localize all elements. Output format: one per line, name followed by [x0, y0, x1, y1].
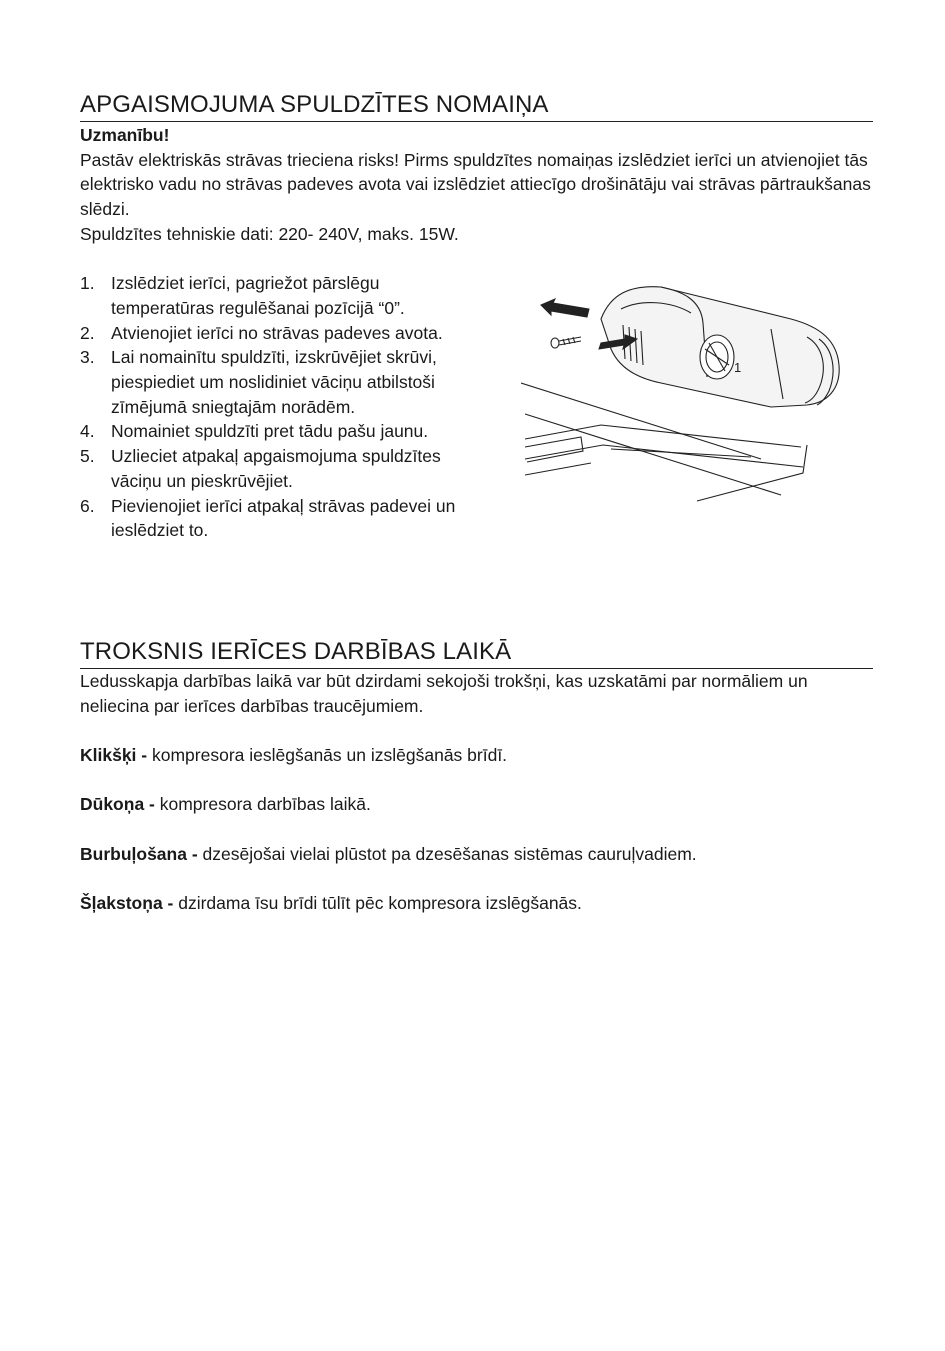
step-text: Lai nomainītu spuldzīti, izskrūvējiet skrūvi, piespiediet um noslidiniet vāciņu atbilstoši zīmējumā sniegtajām norādēm.	[111, 347, 437, 417]
list-item	[80, 494, 460, 543]
step-number: 3.	[80, 347, 95, 368]
noise-item	[80, 792, 873, 817]
noise-item	[80, 891, 873, 916]
list-item	[80, 321, 460, 346]
noise-term: Klikšķi -	[80, 745, 148, 766]
noise-desc: kompresora darbības laikā.	[154, 794, 371, 815]
noise-item	[80, 743, 873, 768]
noise-intro: Ledusskapja darbības laikā var būt dzirdami sekojoši trokšņi, kas uzskatāmi par normāliem un neliecina par ierīces darbības traucējumiem.	[80, 671, 808, 716]
step-text: Izslēdziet ierīci, pagriežot pārslēgu temperatūras regulēšanai pozīcijā “0”.	[111, 273, 405, 318]
step-text: Uzlieciet atpakaļ apgaismojuma spuldzītes vāciņu un pieskrūvējiet.	[111, 446, 441, 491]
arrow-left-icon	[541, 299, 589, 317]
noise-term: Burbuļošana -	[80, 843, 198, 864]
step-text: Pievienojiet ierīci atpakaļ strāvas padevei un ieslēdziet to.	[111, 495, 456, 541]
caution-label: Uzmanību!	[80, 125, 170, 145]
list-item	[80, 271, 460, 320]
step-number: 2.	[80, 322, 95, 343]
list-item	[80, 419, 460, 444]
step-number: 5.	[80, 446, 95, 467]
noise-desc: kompresora ieslēgšanās un izslēgšanās brīdī.	[147, 745, 508, 766]
step-number: 1.	[80, 273, 95, 294]
section-lamp-replacement	[80, 90, 873, 627]
steps-area	[80, 271, 873, 627]
noise-desc: dzesējošai vielai plūstot pa dzesēšanas sistēmas cauruļvadiem.	[197, 843, 697, 864]
step-number: 6.	[80, 495, 95, 516]
section-noise	[80, 637, 873, 916]
noise-desc: dzirdama īsu brīdi tūlīt pēc kompresora izslēgšanās.	[173, 893, 582, 914]
list-item	[80, 444, 460, 493]
warning-text: Pastāv elektriskās strāvas trieciena risks! Pirms spuldzītes nomaiņas izslēdziet ierīci un atvienojiet tās elektrisko vadu no strāvas padeves avota vai izslēdziet attiecīgo drošinātāju vai strāvas pārtraukšanas slēdzi.	[80, 149, 871, 220]
noise-term: Šļakstoņa -	[80, 893, 174, 914]
steps-list	[80, 271, 460, 543]
lamp-cover-illustration	[521, 279, 853, 503]
section-title-lamp: APGAISMOJUMA SPULDZĪTES NOMAIŅA	[80, 90, 873, 122]
noise-item	[80, 842, 873, 867]
noise-term: Dūkoņa -	[80, 794, 155, 815]
step-text: Atvienojiet ierīci no strāvas padeves avota.	[111, 322, 443, 343]
step-text: Nomainiet spuldzīti pret tādu pašu jaunu.	[111, 421, 429, 442]
lamp-specs: Spuldzītes tehniskie dati: 220- 240V, maks. 15W.	[80, 223, 459, 244]
step-number: 4.	[80, 421, 95, 442]
list-item	[80, 345, 460, 419]
dial-label: 1	[734, 360, 742, 376]
section-title-noise: TROKSNIS IERĪCES DARBĪBAS LAIKĀ	[80, 637, 873, 669]
